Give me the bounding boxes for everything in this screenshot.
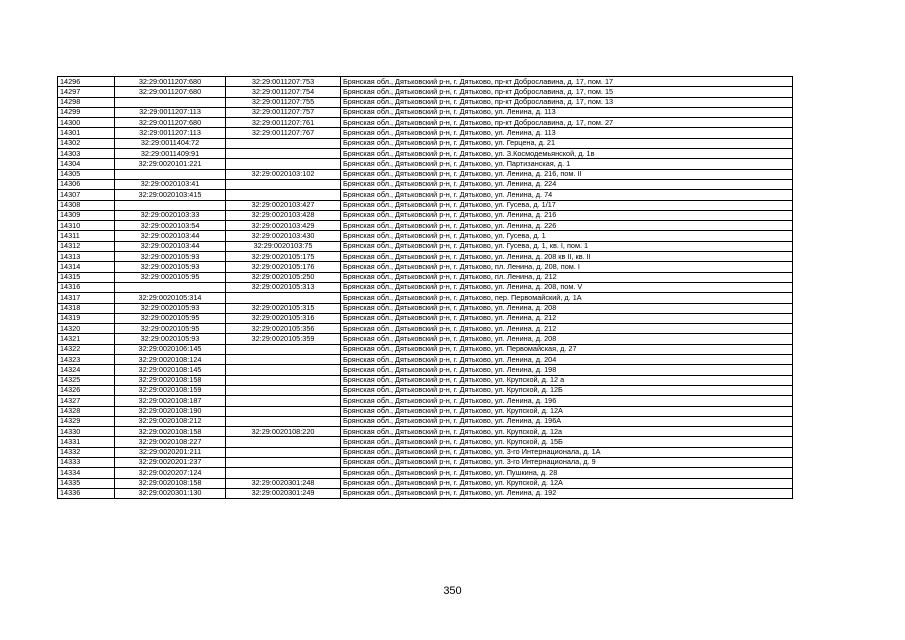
address-cell: Брянская обл., Дятьковский р-н, г. Дятьково, ул. 3-го Интернационала, д. 9 [341, 457, 793, 467]
cadastral-number-cell: 32:29:0011409:91 [115, 149, 226, 159]
record-number-cell: 14315 [58, 272, 115, 282]
record-number-cell: 14310 [58, 221, 115, 231]
cadastral-number-cell: 32:29:0020105:95 [115, 313, 226, 323]
table-row [58, 272, 793, 282]
table-row [58, 313, 793, 323]
table-row [58, 118, 793, 128]
cadastral-number-cell: 32:29:0011207:680 [115, 87, 226, 97]
address-cell: Брянская обл., Дятьковский р-н, г. Дятьково, ул. Крупской, д. 12Б [341, 385, 793, 395]
object-cadastral-number-cell [226, 396, 341, 406]
table-row [58, 457, 793, 467]
record-number-cell: 14298 [58, 97, 115, 107]
record-number-cell: 14304 [58, 159, 115, 169]
table-row [58, 488, 793, 498]
table-row [58, 138, 793, 148]
record-number-cell: 14314 [58, 262, 115, 272]
object-cadastral-number-cell [226, 437, 341, 447]
cadastral-number-cell: 32:29:0020108:190 [115, 406, 226, 416]
cadastral-number-cell: 32:29:0020108:187 [115, 396, 226, 406]
address-cell: Брянская обл., Дятьковский р-н, г. Дятьково, ул. Ленина, д. 208, пом. V [341, 282, 793, 292]
records-table [57, 76, 793, 499]
object-cadastral-number-cell [226, 457, 341, 467]
cadastral-number-cell: 32:29:0020108:158 [115, 375, 226, 385]
cadastral-number-cell: 32:29:0020105:93 [115, 334, 226, 344]
object-cadastral-number-cell: 32:29:0011207:755 [226, 97, 341, 107]
address-cell: Брянская обл., Дятьковский р-н, г. Дятьково, ул. Ленина, д. 224 [341, 179, 793, 189]
record-number-cell: 14318 [58, 303, 115, 313]
cadastral-number-cell: 32:29:0020105:314 [115, 293, 226, 303]
table-row [58, 478, 793, 488]
cadastral-number-cell: 32:29:0011207:680 [115, 77, 226, 87]
table-row [58, 406, 793, 416]
object-cadastral-number-cell: 32:29:0011207:761 [226, 118, 341, 128]
cadastral-number-cell: 32:29:0020108:158 [115, 427, 226, 437]
cadastral-number-cell: 32:29:0020201:237 [115, 457, 226, 467]
record-number-cell: 14322 [58, 344, 115, 354]
cadastral-number-cell: 32:29:0011404:72 [115, 138, 226, 148]
record-number-cell: 14301 [58, 128, 115, 138]
object-cadastral-number-cell [226, 190, 341, 200]
object-cadastral-number-cell [226, 375, 341, 385]
cadastral-number-cell [115, 282, 226, 292]
record-number-cell: 14303 [58, 149, 115, 159]
table-row [58, 334, 793, 344]
object-cadastral-number-cell: 32:29:0020301:248 [226, 478, 341, 488]
address-cell: Брянская обл., Дятьковский р-н, г. Дятьково, пл. Ленина, д. 208, пом. I [341, 262, 793, 272]
record-number-cell: 14330 [58, 427, 115, 437]
object-cadastral-number-cell: 32:29:0020105:316 [226, 313, 341, 323]
cadastral-number-cell: 32:29:0020103:415 [115, 190, 226, 200]
object-cadastral-number-cell: 32:29:0020105:250 [226, 272, 341, 282]
address-cell: Брянская обл., Дятьковский р-н, г. Дятьково, пр-кт Доброславина, д. 17, пом. 13 [341, 97, 793, 107]
record-number-cell: 14319 [58, 313, 115, 323]
table-row [58, 324, 793, 334]
record-number-cell: 14333 [58, 457, 115, 467]
table-row [58, 77, 793, 87]
object-cadastral-number-cell [226, 344, 341, 354]
record-number-cell: 14328 [58, 406, 115, 416]
table-row [58, 190, 793, 200]
table-row [58, 241, 793, 251]
record-number-cell: 14306 [58, 179, 115, 189]
address-cell: Брянская обл., Дятьковский р-н, г. Дятьково, пр-кт Доброславина, д. 17, пом. 17 [341, 77, 793, 87]
object-cadastral-number-cell: 32:29:0020105:175 [226, 252, 341, 262]
address-cell: Брянская обл., Дятьковский р-н, г. Дятьково, ул. Ленина, д. 196 [341, 396, 793, 406]
object-cadastral-number-cell: 32:29:0011207:754 [226, 87, 341, 97]
object-cadastral-number-cell [226, 149, 341, 159]
table-row [58, 447, 793, 457]
object-cadastral-number-cell [226, 179, 341, 189]
table-row [58, 385, 793, 395]
object-cadastral-number-cell [226, 159, 341, 169]
cadastral-number-cell: 32:29:0020108:158 [115, 478, 226, 488]
table-row [58, 303, 793, 313]
object-cadastral-number-cell [226, 468, 341, 478]
object-cadastral-number-cell [226, 416, 341, 426]
table-row [58, 231, 793, 241]
cadastral-number-cell: 32:29:0020301:130 [115, 488, 226, 498]
cadastral-number-cell: 32:29:0020108:124 [115, 355, 226, 365]
address-cell: Брянская обл., Дятьковский р-н, г. Дятьково, пер. Первомайский, д. 1А [341, 293, 793, 303]
cadastral-number-cell: 32:29:0011207:680 [115, 118, 226, 128]
record-number-cell: 14313 [58, 252, 115, 262]
table-row [58, 252, 793, 262]
table-row [58, 437, 793, 447]
record-number-cell: 14324 [58, 365, 115, 375]
record-number-cell: 14336 [58, 488, 115, 498]
cadastral-number-cell: 32:29:0020103:44 [115, 241, 226, 251]
table-row [58, 159, 793, 169]
table-row [58, 427, 793, 437]
cadastral-number-cell: 32:29:0020103:33 [115, 210, 226, 220]
table-row [58, 396, 793, 406]
record-number-cell: 14302 [58, 138, 115, 148]
table-row [58, 210, 793, 220]
address-cell: Брянская обл., Дятьковский р-н, г. Дятьково, ул. Пушкина, д. 28 [341, 468, 793, 478]
object-cadastral-number-cell [226, 138, 341, 148]
cadastral-number-cell: 32:29:0020108:145 [115, 365, 226, 375]
object-cadastral-number-cell: 32:29:0020103:102 [226, 169, 341, 179]
address-cell: Брянская обл., Дятьковский р-н, г. Дятьково, пл. Ленина, д. 212 [341, 272, 793, 282]
address-cell: Брянская обл., Дятьковский р-н, г. Дятьково, ул. Герцена, д. 21 [341, 138, 793, 148]
record-number-cell: 14312 [58, 241, 115, 251]
cadastral-number-cell: 32:29:0011207:113 [115, 128, 226, 138]
address-cell: Брянская обл., Дятьковский р-н, г. Дятьково, ул. Ленина, д. 192 [341, 488, 793, 498]
cadastral-number-cell [115, 169, 226, 179]
cadastral-number-cell: 32:29:0020105:93 [115, 303, 226, 313]
object-cadastral-number-cell [226, 355, 341, 365]
object-cadastral-number-cell: 32:29:0020103:428 [226, 210, 341, 220]
address-cell: Брянская обл., Дятьковский р-н, г. Дятьково, ул. Партизанская, д. 1 [341, 159, 793, 169]
record-number-cell: 14323 [58, 355, 115, 365]
address-cell: Брянская обл., Дятьковский р-н, г. Дятьково, ул. Ленина, д. 204 [341, 355, 793, 365]
address-cell: Брянская обл., Дятьковский р-н, г. Дятьково, ул. Крупской, д. 12А [341, 478, 793, 488]
table-row [58, 149, 793, 159]
table-row [58, 282, 793, 292]
page-number: 350 [443, 585, 462, 597]
record-number-cell: 14297 [58, 87, 115, 97]
cadastral-number-cell: 32:29:0020105:95 [115, 272, 226, 282]
record-number-cell: 14309 [58, 210, 115, 220]
cadastral-number-cell: 32:29:0020108:227 [115, 437, 226, 447]
object-cadastral-number-cell: 32:29:0011207:757 [226, 107, 341, 117]
record-number-cell: 14311 [58, 231, 115, 241]
address-cell: Брянская обл., Дятьковский р-н, г. Дятьково, ул. Ленина, д. 208 [341, 334, 793, 344]
object-cadastral-number-cell: 32:29:0020103:75 [226, 241, 341, 251]
address-cell: Брянская обл., Дятьковский р-н, г. Дятьково, ул. Ленина, д. 113 [341, 128, 793, 138]
record-number-cell: 14326 [58, 385, 115, 395]
object-cadastral-number-cell: 32:29:0020105:313 [226, 282, 341, 292]
cadastral-number-cell: 32:29:0020108:159 [115, 385, 226, 395]
address-cell: Брянская обл., Дятьковский р-н, г. Дятьково, ул. 3-го Интернационала, д. 1А [341, 447, 793, 457]
object-cadastral-number-cell: 32:29:0020105:359 [226, 334, 341, 344]
record-number-cell: 14334 [58, 468, 115, 478]
cadastral-number-cell: 32:29:0020103:41 [115, 179, 226, 189]
object-cadastral-number-cell [226, 447, 341, 457]
table-row [58, 221, 793, 231]
address-cell: Брянская обл., Дятьковский р-н, г. Дятьково, ул. Ленина, д. 212 [341, 313, 793, 323]
object-cadastral-number-cell: 32:29:0020108:220 [226, 427, 341, 437]
record-number-cell: 14305 [58, 169, 115, 179]
table-row [58, 375, 793, 385]
address-cell: Брянская обл., Дятьковский р-н, г. Дятьково, ул. Ленина, д. 74 [341, 190, 793, 200]
address-cell: Брянская обл., Дятьковский р-н, г. Дятьково, ул. Ленина, д. 208 [341, 303, 793, 313]
object-cadastral-number-cell: 32:29:0020301:249 [226, 488, 341, 498]
record-number-cell: 14327 [58, 396, 115, 406]
record-number-cell: 14300 [58, 118, 115, 128]
record-number-cell: 14325 [58, 375, 115, 385]
address-cell: Брянская обл., Дятьковский р-н, г. Дятьково, ул. З.Космодемьянской, д. 1в [341, 149, 793, 159]
object-cadastral-number-cell [226, 406, 341, 416]
record-number-cell: 14331 [58, 437, 115, 447]
table-row [58, 97, 793, 107]
object-cadastral-number-cell: 32:29:0020103:429 [226, 221, 341, 231]
cadastral-number-cell: 32:29:0020103:54 [115, 221, 226, 231]
address-cell: Брянская обл., Дятьковский р-н, г. Дятьково, ул. Гусева, д. 1 [341, 231, 793, 241]
table-row [58, 128, 793, 138]
address-cell: Брянская обл., Дятьковский р-н, г. Дятьково, ул. Крупской, д. 12а [341, 427, 793, 437]
address-cell: Брянская обл., Дятьковский р-н, г. Дятьково, ул. Гусева, д. 1/17 [341, 200, 793, 210]
address-cell: Брянская обл., Дятьковский р-н, г. Дятьково, ул. Ленина, д. 113 [341, 107, 793, 117]
cadastral-number-cell: 32:29:0020103:44 [115, 231, 226, 241]
table-row [58, 179, 793, 189]
cadastral-number-cell: 32:29:0020108:212 [115, 416, 226, 426]
table-row [58, 107, 793, 117]
address-cell: Брянская обл., Дятьковский р-н, г. Дятьково, ул. Первомайская, д. 27 [341, 344, 793, 354]
table-row [58, 365, 793, 375]
record-number-cell: 14317 [58, 293, 115, 303]
cadastral-number-cell [115, 97, 226, 107]
address-cell: Брянская обл., Дятьковский р-н, г. Дятьково, ул. Ленина, д. 212 [341, 324, 793, 334]
object-cadastral-number-cell: 32:29:0020105:315 [226, 303, 341, 313]
table-row [58, 169, 793, 179]
cadastral-number-cell: 32:29:0020106:145 [115, 344, 226, 354]
record-number-cell: 14321 [58, 334, 115, 344]
record-number-cell: 14332 [58, 447, 115, 457]
record-number-cell: 14335 [58, 478, 115, 488]
address-cell: Брянская обл., Дятьковский р-н, г. Дятьково, ул. Крупской, д. 12 а [341, 375, 793, 385]
cadastral-number-cell: 32:29:0020105:93 [115, 262, 226, 272]
cadastral-number-cell: 32:29:0020207:124 [115, 468, 226, 478]
address-cell: Брянская обл., Дятьковский р-н, г. Дятьково, пр-кт Доброславина, д. 17, пом. 15 [341, 87, 793, 97]
address-cell: Брянская обл., Дятьковский р-н, г. Дятьково, ул. Ленина, д. 208 кв II, кв. II [341, 252, 793, 262]
table-row [58, 87, 793, 97]
table-row [58, 416, 793, 426]
address-cell: Брянская обл., Дятьковский р-н, г. Дятьково, ул. Ленина, д. 196А [341, 416, 793, 426]
cadastral-number-cell: 32:29:0020201:211 [115, 447, 226, 457]
table-row [58, 262, 793, 272]
address-cell: Брянская обл., Дятьковский р-н, г. Дятьково, ул. Ленина, д. 226 [341, 221, 793, 231]
object-cadastral-number-cell: 32:29:0020105:356 [226, 324, 341, 334]
address-cell: Брянская обл., Дятьковский р-н, г. Дятьково, ул. Ленина, д. 216, пом. II [341, 169, 793, 179]
object-cadastral-number-cell: 32:29:0011207:753 [226, 77, 341, 87]
record-number-cell: 14316 [58, 282, 115, 292]
record-number-cell: 14308 [58, 200, 115, 210]
address-cell: Брянская обл., Дятьковский р-н, г. Дятьково, ул. Ленина, д. 216 [341, 210, 793, 220]
object-cadastral-number-cell [226, 365, 341, 375]
record-number-cell: 14299 [58, 107, 115, 117]
address-cell: Брянская обл., Дятьковский р-н, г. Дятьково, ул. Ленина, д. 198 [341, 365, 793, 375]
address-cell: Брянская обл., Дятьковский р-н, г. Дятьково, ул. Крупской, д. 15Б [341, 437, 793, 447]
table-row [58, 355, 793, 365]
address-cell: Брянская обл., Дятьковский р-н, г. Дятьково, ул. Крупской, д. 12А [341, 406, 793, 416]
object-cadastral-number-cell [226, 385, 341, 395]
record-number-cell: 14307 [58, 190, 115, 200]
cadastral-number-cell [115, 200, 226, 210]
cadastral-number-cell: 32:29:0020101:221 [115, 159, 226, 169]
table-row [58, 468, 793, 478]
cadastral-number-cell: 32:29:0020105:93 [115, 252, 226, 262]
records-table-body [58, 77, 793, 499]
record-number-cell: 14320 [58, 324, 115, 334]
cadastral-number-cell: 32:29:0020105:95 [115, 324, 226, 334]
table-row [58, 293, 793, 303]
address-cell: Брянская обл., Дятьковский р-н, г. Дятьково, пр-кт Доброславина, д. 17, пом. 27 [341, 118, 793, 128]
object-cadastral-number-cell [226, 293, 341, 303]
table-row [58, 344, 793, 354]
address-cell: Брянская обл., Дятьковский р-н, г. Дятьково, ул. Гусева, д. 1, кв. I, пом. 1 [341, 241, 793, 251]
cadastral-number-cell: 32:29:0011207:113 [115, 107, 226, 117]
record-number-cell: 14329 [58, 416, 115, 426]
object-cadastral-number-cell: 32:29:0020103:427 [226, 200, 341, 210]
object-cadastral-number-cell: 32:29:0020105:176 [226, 262, 341, 272]
table-row [58, 200, 793, 210]
object-cadastral-number-cell: 32:29:0011207:767 [226, 128, 341, 138]
object-cadastral-number-cell: 32:29:0020103:430 [226, 231, 341, 241]
record-number-cell: 14296 [58, 77, 115, 87]
